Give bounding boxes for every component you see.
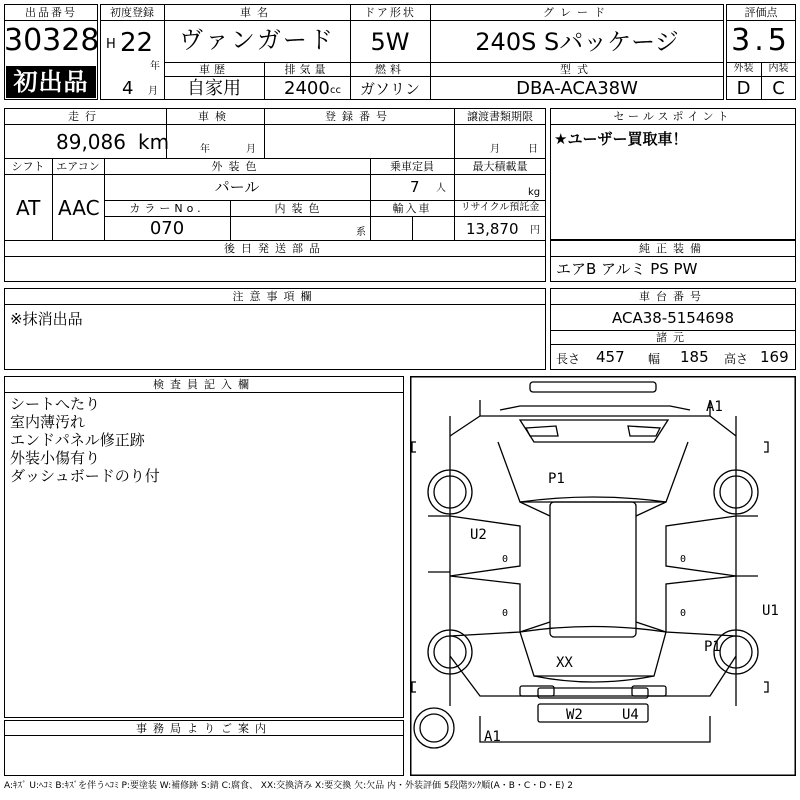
- specs-label: 諸元: [656, 331, 690, 344]
- fuel: ガソリン: [359, 80, 420, 98]
- exterior-grade: D: [736, 78, 751, 99]
- displacement: 2400: [284, 78, 330, 99]
- exterior-label: 外装: [733, 63, 754, 74]
- import-label: 輸入車: [392, 202, 432, 215]
- era: H: [106, 37, 116, 52]
- shift-label: シフト: [11, 160, 45, 173]
- height: 169: [760, 348, 789, 366]
- fuel-label: 燃料: [375, 63, 405, 76]
- width: 185: [680, 348, 709, 366]
- seats: 7: [410, 178, 420, 196]
- reg-year: 22: [120, 28, 154, 58]
- svg-text:0: 0: [502, 554, 509, 565]
- door-type: 5W: [370, 28, 410, 56]
- interior-color-label: 内装色: [274, 202, 326, 215]
- sales-point: ★ユーザー買取車！: [554, 130, 688, 148]
- door-label: ドア形状: [364, 6, 416, 19]
- mark-w2: W2: [566, 707, 583, 723]
- load-label: 最大積載量: [472, 160, 528, 173]
- history: 自家用: [187, 78, 241, 99]
- reg-no-label: 登録番号: [325, 110, 393, 123]
- month-unit: 月: [148, 86, 158, 97]
- grade-label: グレード: [543, 6, 611, 19]
- model: DBA-ACA38W: [516, 78, 638, 99]
- color-no: 070: [149, 218, 185, 239]
- length: 457: [596, 348, 625, 366]
- length-label: 長さ: [556, 352, 581, 366]
- color-label: 外装色: [211, 160, 263, 173]
- transfer-month-unit: 月: [490, 144, 500, 155]
- score-label: 評価点: [744, 6, 778, 19]
- caution-label: 注意事項欄: [232, 290, 318, 303]
- model-label: 型式: [560, 63, 594, 76]
- width-label: 幅: [648, 352, 661, 366]
- svg-text:0: 0: [502, 608, 509, 619]
- reg-month: 4: [122, 78, 134, 99]
- inspector-line: ダッシュボードのり付: [10, 467, 160, 485]
- load-unit: kg: [528, 187, 541, 198]
- svg-text:0: 0: [680, 608, 687, 619]
- first-reg-label: 初度登録: [110, 6, 154, 19]
- mark-u1: U1: [762, 603, 779, 619]
- recycle-fee: 13,870: [466, 220, 519, 238]
- color-no-label: カラーNo.: [129, 202, 205, 215]
- seats-unit: 人: [436, 183, 446, 194]
- mileage: 89,086: [56, 130, 126, 154]
- seats-label: 乗車定員: [390, 160, 434, 173]
- transfer-label: 譲渡書類期限: [467, 110, 533, 123]
- displacement-label: 排気量: [284, 63, 330, 76]
- mileage-unit: km: [138, 130, 170, 154]
- inspection-year-unit: 年: [200, 144, 210, 155]
- mark-xx: XX: [556, 655, 573, 671]
- displacement-unit: cc: [330, 85, 341, 96]
- shift: AT: [16, 196, 41, 220]
- equipment: エアB アルミ PS PW: [556, 260, 698, 278]
- interior-suffix: 系: [356, 227, 366, 238]
- lot-number: 30328: [4, 23, 100, 58]
- grade: 240S Sパッケージ: [475, 28, 679, 56]
- mark-p1-top: P1: [548, 471, 565, 487]
- equipment-label: 純正装備: [639, 242, 707, 255]
- mark-a1-top: A1: [706, 399, 723, 415]
- mark-u4: U4: [622, 707, 639, 723]
- sales-point-label: セールスポイント: [613, 110, 733, 123]
- later-parts-label: 後日発送部品: [224, 242, 326, 255]
- inspection-label: 車検: [198, 110, 232, 123]
- transfer-day-unit: 日: [528, 144, 538, 155]
- ac-label: エアコン: [56, 160, 100, 173]
- recycle-unit: 円: [530, 225, 540, 236]
- recycle-label: リサイクル預託金: [460, 202, 540, 213]
- car-name: ヴァンガード: [179, 26, 335, 54]
- office-label: 事務局よりご案内: [136, 722, 272, 735]
- first-listing-tag: 初出品: [6, 66, 96, 98]
- mark-a1-bottom: A1: [484, 729, 501, 745]
- year-unit: 年: [150, 61, 160, 72]
- svg-text:0: 0: [680, 554, 687, 565]
- color: パール: [214, 178, 260, 196]
- history-label: 車歴: [199, 63, 229, 76]
- chassis-number: ACA38-5154698: [611, 309, 735, 327]
- mark-u2: U2: [470, 527, 487, 543]
- legend: A:ｷｽﾞ U:ﾍｺﾐ B:ｷｽﾞを伴うﾍｺﾐ P:要塗装 W:補修跡 S:錆 C:腐食、 XX:交換済み X:要交換 欠:欠品 内・外装評価 5段階ﾗﾝｸ順(A・B・C・D・E) 2: [4, 781, 573, 791]
- inspector-line: 室内薄汚れ: [10, 413, 86, 431]
- car-name-label: 車名: [240, 6, 274, 19]
- interior-grade: C: [772, 78, 785, 99]
- score: 3.5: [731, 23, 791, 58]
- mark-p1-right: P1: [704, 639, 721, 655]
- inspector-line: シートへたり: [10, 395, 101, 413]
- interior-label: 内装: [768, 63, 789, 74]
- inspector-line: 外装小傷有り: [10, 449, 101, 467]
- lot-number-label: 出品番号: [25, 6, 77, 19]
- ac: AAC: [58, 196, 100, 220]
- inspection-month-unit: 月: [246, 144, 256, 155]
- inspector-label: 検査員記入欄: [153, 378, 255, 391]
- height-label: 高さ: [724, 352, 749, 366]
- caution-text: ※抹消出品: [10, 310, 83, 328]
- chassis-label: 車台番号: [639, 290, 707, 303]
- car-damage-diagram: [410, 376, 796, 776]
- sales-point-box: [550, 108, 796, 240]
- mileage-label: 走行: [68, 110, 102, 123]
- inspector-line: エンドパネル修正跡: [10, 431, 145, 449]
